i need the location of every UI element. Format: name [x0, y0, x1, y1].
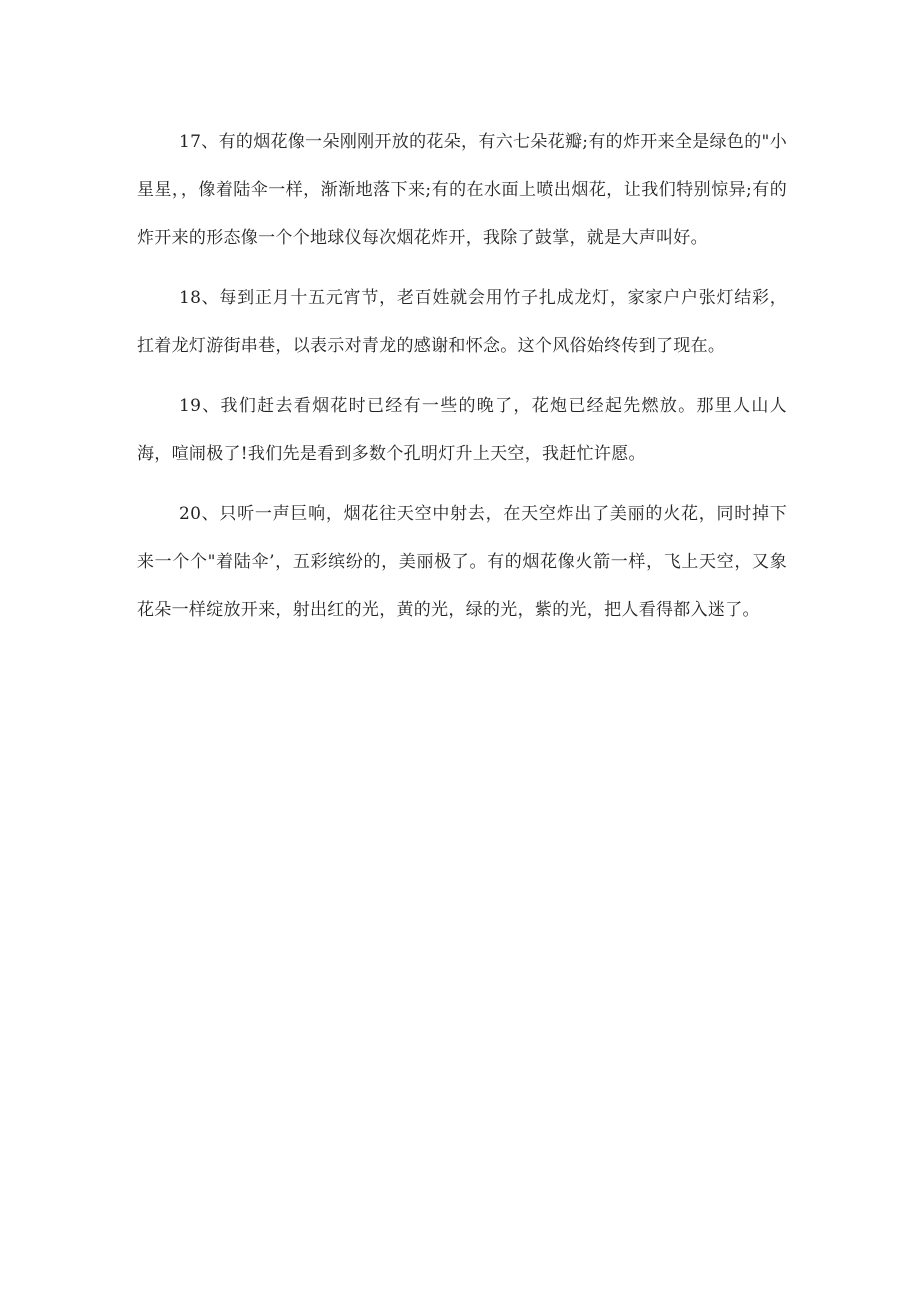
paragraph-18: 18、每到正月十五元宵节，老百姓就会用竹子扎成龙灯，家家户户张灯结彩，扛着龙灯游街串巷，以表示对青龙的感谢和怀念。这个风俗始终传到了现在。 — [137, 288, 787, 356]
paragraph-19: 19、我们赶去看烟花时已经有一些的晚了，花炮已经起先燃放。那里人山人海，喧闹极了!我们先是看到多数个孔明灯升上天空，我赶忙许愿。 — [137, 396, 787, 464]
paragraph-20: 20、只听一声巨响，烟花往天空中射去，在天空炸出了美丽的火花，同时掉下来一个个"着陆伞’，五彩缤纷的，美丽极了。有的烟花像火箭一样，飞上天空，又象花朵一样绽放开来，射出红的光，黄的光，绿的光，紫的光，把人看得都入迷了。 — [137, 504, 787, 620]
paragraph-17: 17、有的烟花像一朵刚刚开放的花朵，有六七朵花瓣;有的炸开来全是绿色的"小星星，，像着陆伞一样，渐渐地落下来;有的在水面上喷出烟花，让我们特别惊异;有的炸开来的形态像一个个地球仪每次烟花炸开，我除了鼓掌，就是大声叫好。 — [137, 132, 787, 248]
document-body — [137, 118, 787, 646]
